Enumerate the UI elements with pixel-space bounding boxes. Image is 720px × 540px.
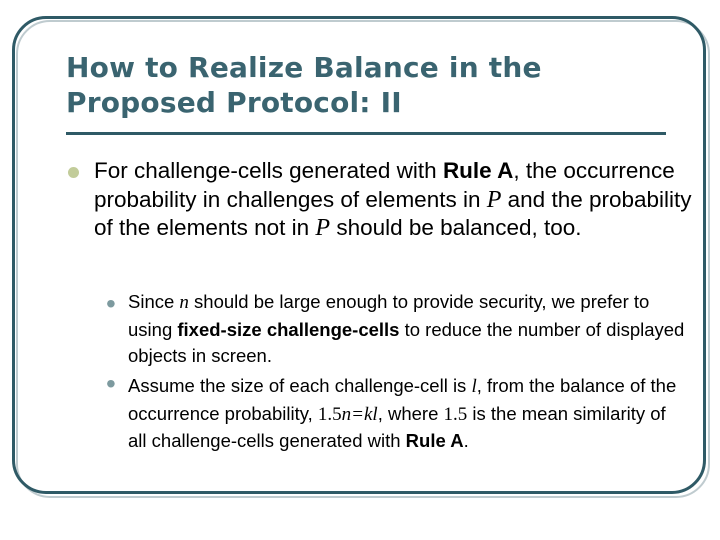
sub-text-part: , where [377,402,444,424]
main-text-part: For challenge-cells generated with [94,158,443,183]
main-bullet-icon [68,167,79,178]
sub-text-part: to reduce the number of displayed objects in screen. [128,318,685,366]
rule-a-label: Rule A [405,430,464,451]
sub-text-part: Assume the size of each challenge-cell is [128,375,472,396]
equation-terms: n=kl [341,403,378,425]
main-text-part: , the occurrence probability in challenges of elements in [94,158,675,212]
main-text-part: and the probability of the elements not in [94,186,692,240]
sub-text-part: is the mean similarity of all challenge-cells generated with [128,402,666,451]
main-text-part: should be balanced, too. [330,215,582,240]
variable-l: l [471,376,477,397]
title-divider [66,132,666,135]
sub-text-part: should be large enough to provide security, we prefer to using [128,291,650,340]
sub-bullet-icon: • [106,288,116,319]
sub-bullet-1-text [128,289,688,370]
sub-bullet-2-text [128,373,688,455]
set-p-symbol: P [486,186,502,213]
mean-similarity-value: 1.5 [443,403,468,425]
equation-coefficient: 1.5 [317,403,342,425]
sub-text-part: . [463,430,469,451]
title-line-2: Proposed Protocol: II [66,86,402,119]
sub-bullet-icon: • [106,368,116,399]
fixed-size-label: fixed-size challenge-cells [177,318,400,340]
slide-title [66,50,666,120]
set-p-symbol: P [315,215,331,241]
title-line-1: How to Realize Balance in the [66,51,542,84]
main-bullet-text [94,157,694,243]
rule-a-label: Rule A [442,158,514,183]
sub-text-part: Since [128,291,180,312]
variable-n: n [179,292,189,313]
sub-text-part: , from the balance of the occurrence probability, [128,375,677,424]
